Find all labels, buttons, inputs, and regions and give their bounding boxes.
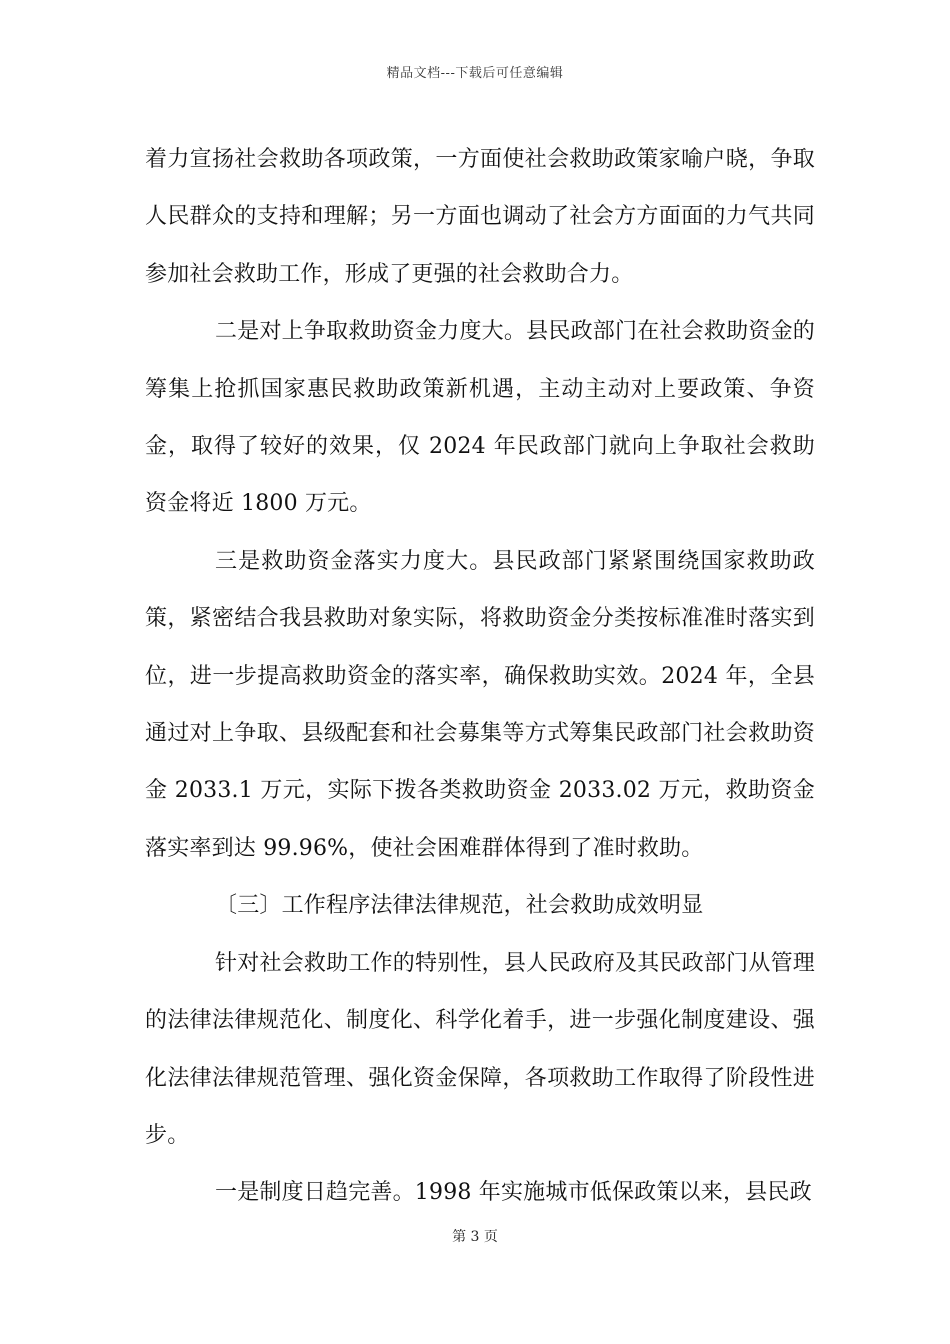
paragraph-system: 一是制度日趋完善。1998 年实施城市低保政策以来，县民政 [215, 1180, 812, 1206]
document-body [145, 131, 815, 1222]
page-number: 第 3 页 [452, 1229, 498, 1245]
section-heading: 〔三〕工作程序法律法律规范，社会救助成效明显 [215, 893, 704, 919]
paragraph-continuation: 着力宣扬社会救助各项政策，一方面使社会救助政策家喻户晓，争取人民群众的支持和理解；另一方面也调动了社会方方面面的力气共同参加社会救助工作，形成了更强的社会救助合力。 [145, 147, 815, 287]
paragraph-funding-effort: 二是对上争取救助资金力度大。县民政部门在社会救助资金的筹集上抢抓国家惠民救助政策新机遇，主动主动对上要政策、争资金，取得了较好的效果，仅 2024 年民政部门就向上争取社会救助资金将近 1800 万元。 [145, 319, 815, 517]
paragraph-procedure: 针对社会救助工作的特别性，县人民政府及其民政部门从管理的法律法律规范化、制度化、科学化着手，进一步强化制度建设、强化法律法律规范管理、强化资金保障，各项救助工作取得了阶段性进步。 [145, 950, 815, 1148]
page-header: 精品文档---下载后可任意编辑 [386, 66, 564, 81]
paragraph-funding-implementation: 三是救助资金落实力度大。县民政部门紧紧围绕国家救助政策，紧密结合我县救助对象实际，将救助资金分类按标准准时落实到位，进一步提高救助资金的落实率，确保救助实效。2024 年，全县通过对上争取、县级配套和社会募集等方式筹集民政部门社会救助资金 2033.1 万元，实际下拨各类救助资金 2033.02 万元，救助资金落实率到达 99.96%，使社会困难群体得到了准时救助。 [145, 548, 815, 861]
